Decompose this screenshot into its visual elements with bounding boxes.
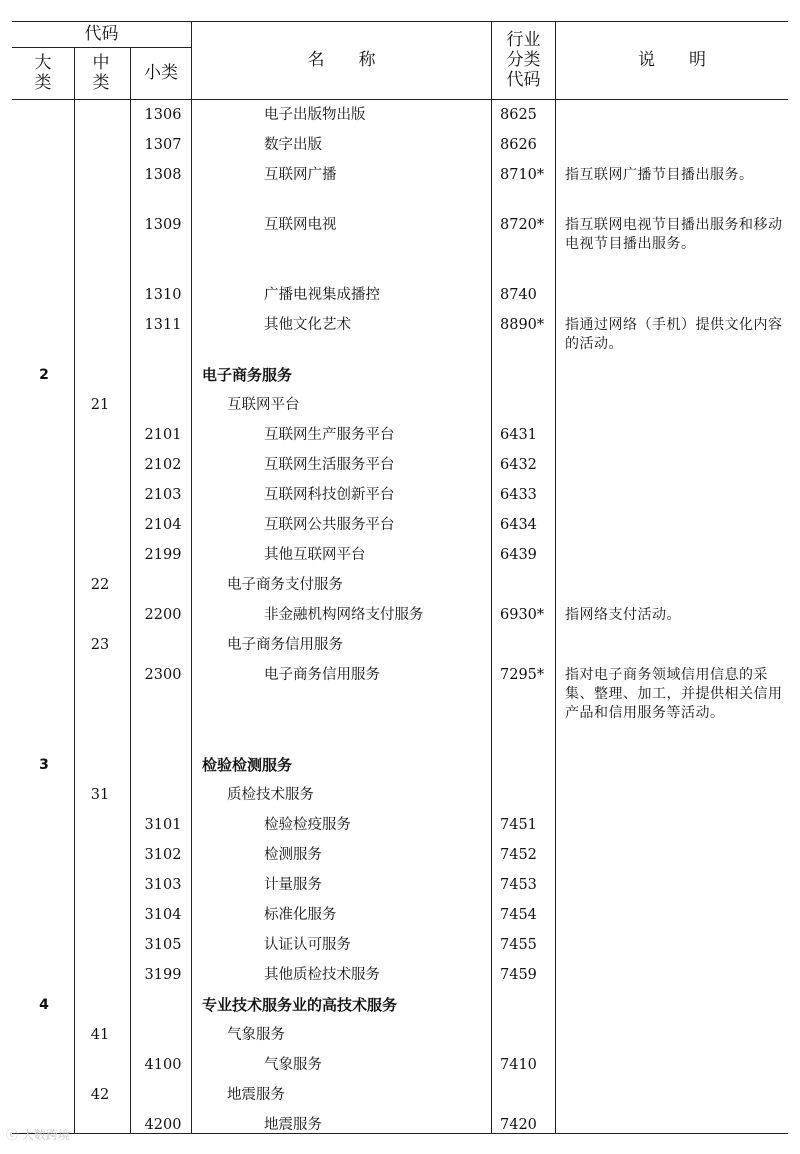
table-row xyxy=(0,960,800,990)
watermark xyxy=(6,1126,70,1143)
table-row xyxy=(0,280,800,310)
table-row xyxy=(0,130,800,160)
header-code-group-label: 代码 xyxy=(84,24,119,44)
category-name: 互联网生产服务平台 xyxy=(264,427,395,443)
header-industry-line1: 行业 xyxy=(506,30,541,50)
category-name: 检验检疫服务 xyxy=(264,817,351,833)
category-name: 检验检测服务 xyxy=(202,756,293,774)
category-name: 专业技术服务业的高技术服务 xyxy=(202,996,398,1014)
small-class-code: 2102 xyxy=(144,457,182,473)
category-name: 电子商务信用服务 xyxy=(227,637,343,653)
table-row xyxy=(0,480,800,510)
table-row xyxy=(0,450,800,480)
header-big-line1: 大 xyxy=(34,53,52,73)
small-class-code: 3104 xyxy=(144,907,182,923)
category-name: 其他互联网平台 xyxy=(264,547,366,563)
mid-class-code: 22 xyxy=(90,577,110,593)
table-row xyxy=(0,900,800,930)
category-name: 气象服务 xyxy=(264,1057,322,1073)
table-row xyxy=(0,310,800,352)
table-row xyxy=(0,930,800,960)
big-class-code: 2 xyxy=(39,367,49,383)
category-name: 电子商务支付服务 xyxy=(227,577,343,593)
table-row xyxy=(0,810,800,840)
code-group-divider xyxy=(12,47,191,48)
small-class-code: 1308 xyxy=(144,167,182,183)
small-class-code: 1310 xyxy=(144,287,182,303)
category-note: 指互联网广播节目播出服务。 xyxy=(565,167,754,183)
industry-code: 6433 xyxy=(500,487,537,503)
table-row xyxy=(0,360,800,390)
watermark-text: 大数跨境 xyxy=(21,1128,70,1142)
category-name: 广播电视集成播控 xyxy=(264,287,380,303)
category-name: 其他文化艺术 xyxy=(264,317,351,333)
table-row xyxy=(0,750,800,780)
industry-code: 7452 xyxy=(500,847,537,863)
small-class-code: 2199 xyxy=(144,547,182,563)
table-row xyxy=(0,420,800,450)
header-small-class xyxy=(131,63,191,83)
category-name: 检测服务 xyxy=(264,847,322,863)
header-industry-line3: 代码 xyxy=(506,70,541,90)
industry-code: 7420 xyxy=(500,1117,537,1133)
small-class-code: 1311 xyxy=(144,317,182,333)
category-note: 指通过网络（手机）提供文化内容的活动。 xyxy=(565,317,783,352)
table-row xyxy=(0,630,800,660)
small-class-code: 2104 xyxy=(144,517,182,533)
industry-code: 6434 xyxy=(500,517,537,533)
header-code-group xyxy=(12,24,191,44)
small-class-code: 3101 xyxy=(144,817,182,833)
industry-code: 7459 xyxy=(500,967,537,983)
small-class-code: 4100 xyxy=(144,1057,182,1073)
small-class-code: 2200 xyxy=(144,607,182,623)
big-class-code: 3 xyxy=(39,757,49,773)
category-name: 地震服务 xyxy=(227,1087,285,1103)
small-class-code: 1306 xyxy=(144,107,182,123)
category-note: 指互联网电视节目播出服务和移动电视节目播出服务。 xyxy=(565,217,783,252)
category-name: 互联网广播 xyxy=(264,167,337,183)
industry-code: 7295* xyxy=(500,667,545,683)
header-name xyxy=(192,50,491,70)
small-class-code: 3105 xyxy=(144,937,182,953)
category-note: 指网络支付活动。 xyxy=(565,607,681,623)
table-row xyxy=(0,540,800,570)
industry-code: 6432 xyxy=(500,457,537,473)
category-note: 指对电子商务领域信用信息的采集、整理、加工，并提供相关信用产品和信用服务等活动。 xyxy=(565,667,783,721)
table-row xyxy=(0,1110,800,1140)
industry-code: 6439 xyxy=(500,547,537,563)
category-name: 数字出版 xyxy=(264,137,322,153)
mid-class-code: 31 xyxy=(90,787,110,803)
mid-class-code: 41 xyxy=(90,1027,110,1043)
industry-code: 7453 xyxy=(500,877,537,893)
category-name: 质检技术服务 xyxy=(227,787,314,803)
industry-code: 8625 xyxy=(500,107,537,123)
table-row xyxy=(0,390,800,420)
table-row xyxy=(0,210,800,252)
industry-code: 8720* xyxy=(500,217,545,233)
industry-code: 6431 xyxy=(500,427,537,443)
category-name: 互联网公共服务平台 xyxy=(264,517,395,533)
table-top-border xyxy=(12,21,788,22)
table-row xyxy=(0,660,800,721)
header-small-label: 小类 xyxy=(144,63,178,83)
small-class-code: 1307 xyxy=(144,137,182,153)
category-name: 地震服务 xyxy=(264,1117,322,1133)
small-class-code: 1309 xyxy=(144,217,182,233)
small-class-code: 2300 xyxy=(144,667,182,683)
small-class-code: 3199 xyxy=(144,967,182,983)
table-row xyxy=(0,510,800,540)
table-row xyxy=(0,840,800,870)
industry-code: 8740 xyxy=(500,287,537,303)
small-class-code: 4200 xyxy=(144,1117,182,1133)
industry-code: 8710* xyxy=(500,167,545,183)
header-note xyxy=(556,50,788,70)
small-class-code: 2101 xyxy=(144,427,182,443)
category-name: 电子出版物出版 xyxy=(264,107,366,123)
category-name: 其他质检技术服务 xyxy=(264,967,380,983)
category-name: 计量服务 xyxy=(264,877,322,893)
table-row xyxy=(0,1020,800,1050)
header-name-label: 名 称 xyxy=(307,50,376,70)
category-name: 互联网生活服务平台 xyxy=(264,457,395,473)
mid-class-code: 23 xyxy=(90,637,110,653)
industry-code: 7451 xyxy=(500,817,537,833)
header-mid-line2: 类 xyxy=(92,73,110,93)
table-row xyxy=(0,1050,800,1080)
small-class-code: 3102 xyxy=(144,847,182,863)
industry-code: 8890* xyxy=(500,317,545,333)
industry-code: 6930* xyxy=(500,607,545,623)
small-class-code: 3103 xyxy=(144,877,182,893)
table-row xyxy=(0,990,800,1020)
header-industry-line2: 分类 xyxy=(506,50,541,70)
table-row xyxy=(0,100,800,130)
table-row xyxy=(0,600,800,630)
header-big-class xyxy=(28,53,58,93)
small-class-code: 2103 xyxy=(144,487,182,503)
table-row xyxy=(0,1080,800,1110)
category-name: 气象服务 xyxy=(227,1027,285,1043)
category-name: 认证认可服务 xyxy=(264,937,351,953)
category-name: 电子商务信用服务 xyxy=(264,667,380,683)
industry-code: 8626 xyxy=(500,137,537,153)
header-industry-code xyxy=(492,30,555,90)
table-row xyxy=(0,780,800,810)
header-mid-line1: 中 xyxy=(92,53,110,73)
category-name: 互联网平台 xyxy=(227,397,300,413)
table-row xyxy=(0,160,800,190)
header-big-line2: 类 xyxy=(34,73,52,93)
category-name: 标准化服务 xyxy=(264,907,337,923)
category-name: 互联网电视 xyxy=(264,217,337,233)
mid-class-code: 42 xyxy=(90,1087,110,1103)
table-row xyxy=(0,570,800,600)
header-mid-class xyxy=(86,53,116,93)
category-name: 电子商务服务 xyxy=(202,366,293,384)
big-class-code: 4 xyxy=(39,997,49,1013)
header-note-label: 说 明 xyxy=(638,50,706,70)
industry-code: 7455 xyxy=(500,937,537,953)
industry-code: 7454 xyxy=(500,907,537,923)
industry-code: 7410 xyxy=(500,1057,537,1073)
category-name: 互联网科技创新平台 xyxy=(264,487,395,503)
category-name: 非金融机构网络支付服务 xyxy=(264,607,424,623)
mid-class-code: 21 xyxy=(90,397,110,413)
table-row xyxy=(0,870,800,900)
watermark-icon: ⓒ xyxy=(6,1128,19,1142)
